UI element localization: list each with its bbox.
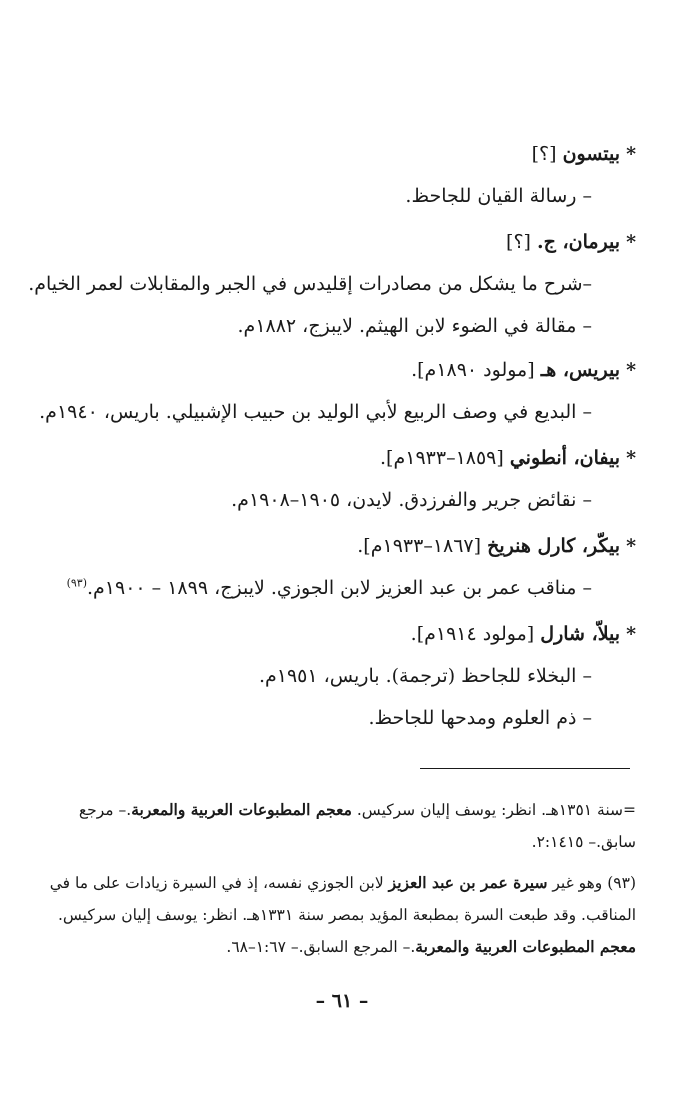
entry-dates: [١٨٥٩–١٩٣٣م].: [380, 447, 510, 469]
entry-star: *: [626, 623, 636, 645]
entry-name: بيرمان، ج.: [537, 231, 621, 253]
entry-name: بيفان، أنطوني: [509, 447, 621, 469]
entry-star: *: [626, 359, 636, 381]
entry-work: [67, 574, 592, 602]
entry-name: بيلاّ، شارل: [540, 623, 621, 645]
footnote-text: .– مرجع: [78, 801, 132, 819]
entry-work: –شرح ما يشكل من مصادرات إقليدس في الجبر والمقابلات لعمر الخيام.: [28, 273, 592, 295]
footnote-text: =سنة ١٣٥١هـ. انظر: يوسف إليان سركيس.: [351, 801, 636, 819]
entry-work: – مقالة في الضوء لابن الهيثم. لايبزج، ١٨٨٢م.: [237, 315, 592, 337]
entry-name: بيكّر، كارل هنريخ: [487, 535, 621, 557]
footnote-text: .– المرجع السابق.– ١:٦٧–٦٨.: [226, 938, 416, 956]
entry-work: – البديع في وصف الربيع لأبي الوليد بن حبيب الإشبيلي. باريس، ١٩٤٠م.: [39, 401, 592, 423]
footnote-line: سابق.– ٢:١٤١٥.: [531, 833, 636, 851]
entry-work: – رسالة القيان للجاحظ.: [405, 185, 592, 207]
entry-dates: [مولود ١٨٩٠م].: [411, 359, 541, 381]
footnote-line: [79, 798, 636, 822]
footnote-separator: [420, 768, 630, 769]
page-number: – ٦١ –: [315, 990, 369, 1012]
entry-dates: [؟]: [506, 231, 537, 253]
entry-heading: [411, 620, 636, 648]
entry-star: *: [626, 535, 636, 557]
entry-work: – ذم العلوم ومدحها للجاحظ.: [368, 707, 592, 729]
entry-heading: [380, 444, 636, 472]
footnote-ref[interactable]: (٩٣): [66, 576, 87, 590]
entry-dates: [؟]: [531, 143, 563, 165]
entry-work: – البخلاء للجاحظ (ترجمة). باريس، ١٩٥١م.: [258, 665, 592, 687]
entry-work: – نقائض جرير والفرزدق. لايدن، ١٩٠٥–١٩٠٨م.: [231, 489, 592, 511]
entry-star: *: [626, 447, 636, 469]
entry-dates: [١٨٦٧–١٩٣٣م].: [357, 535, 488, 557]
footnote-text: (٩٣) وهو غير: [547, 874, 636, 892]
entry-name: بيتسون: [562, 143, 621, 165]
footnote-title: سيرة عمر بن عبد العزيز: [388, 873, 548, 892]
footnote-title: معجم المطبوعات العربية والمعربة: [131, 800, 352, 819]
entry-star: *: [626, 143, 636, 165]
footnote-line: المناقب. وقد طبعت السرة بمطبعة المؤيد بمصر سنة ١٣٣١هـ. انظر: يوسف إليان سركيس.: [57, 906, 636, 924]
entry-star: *: [626, 231, 636, 253]
entry-name: بيريس، هـ: [540, 359, 621, 381]
entry-dates: [مولود ١٩١٤م].: [410, 623, 541, 645]
entry-heading: [506, 228, 636, 256]
footnote-title: معجم المطبوعات العربية والمعربة: [415, 937, 636, 956]
entry-heading: [532, 140, 636, 168]
footnote-line: [226, 935, 636, 959]
entry-work-text: – مناقب عمر بن عبد العزيز لابن الجوزي. لايبزج، ١٨٩٩ – ١٩٠٠م.: [86, 577, 592, 599]
footnote-text: لابن الجوزي نفسه، إذ في السيرة زيادات على ما في: [49, 874, 389, 892]
entry-heading: [411, 356, 636, 384]
footnote-line: [50, 871, 636, 895]
entry-heading: [357, 532, 636, 560]
